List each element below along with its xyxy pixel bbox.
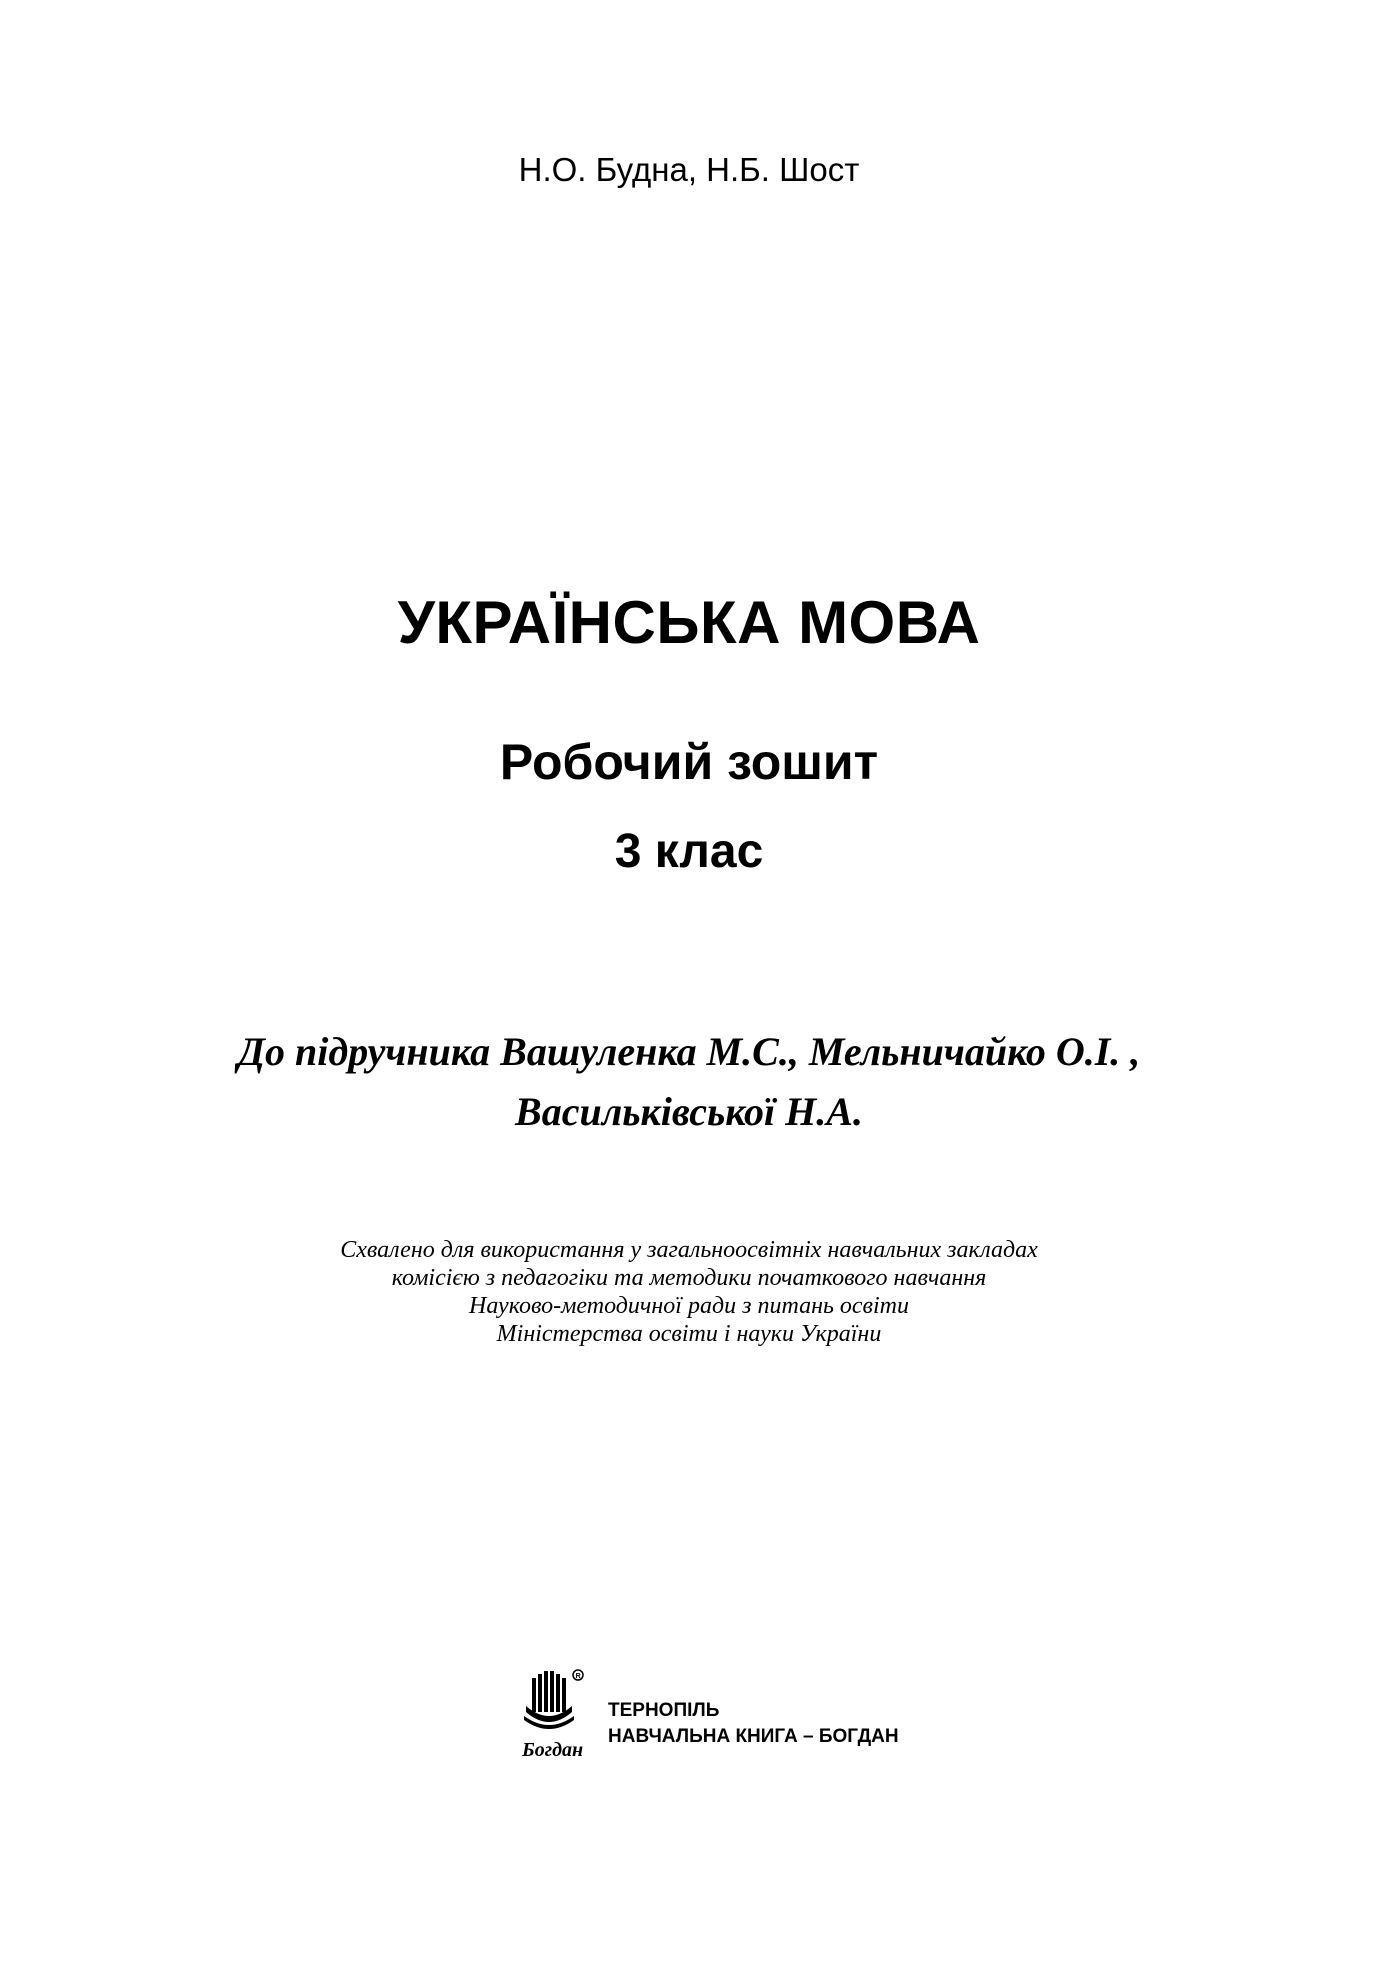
textbook-reference-line: Васильківської Н.А.	[515, 1089, 863, 1134]
publisher-city: ТЕРНОПІЛЬ	[608, 1700, 720, 1721]
approval-note	[0, 1236, 1378, 1348]
textbook-reference-line: До підручника Вашуленка М.С., Мельничайко О.І. ,	[237, 1029, 1141, 1074]
book-subtitle: Робочий зошит	[499, 734, 879, 790]
publisher-text	[608, 1698, 899, 1750]
approval-line: Схвалено для використання у загальноосвітніх навчальних закладах	[340, 1237, 1038, 1263]
publisher-name: НАВЧАЛЬНА КНИГА – БОГДАН	[608, 1726, 899, 1747]
svg-text:Богдан: Богдан	[522, 1739, 584, 1761]
textbook-reference	[0, 1022, 1378, 1142]
book-title: УКРАЇНСЬКА МОВА	[397, 589, 981, 656]
publisher-logo-icon	[518, 1668, 590, 1764]
approval-line: комісією з педагогіки та методики початкового навчання	[391, 1265, 987, 1291]
approval-line: Науково-методичної ради з питань освіти	[469, 1293, 909, 1319]
authors: Н.О. Будна, Н.Б. Шост	[518, 151, 860, 188]
svg-text:R: R	[575, 1673, 581, 1680]
publisher-block	[518, 1668, 918, 1768]
grade-label: 3 клас	[614, 825, 764, 878]
approval-line: Міністерства освіти і науки України	[496, 1321, 882, 1347]
